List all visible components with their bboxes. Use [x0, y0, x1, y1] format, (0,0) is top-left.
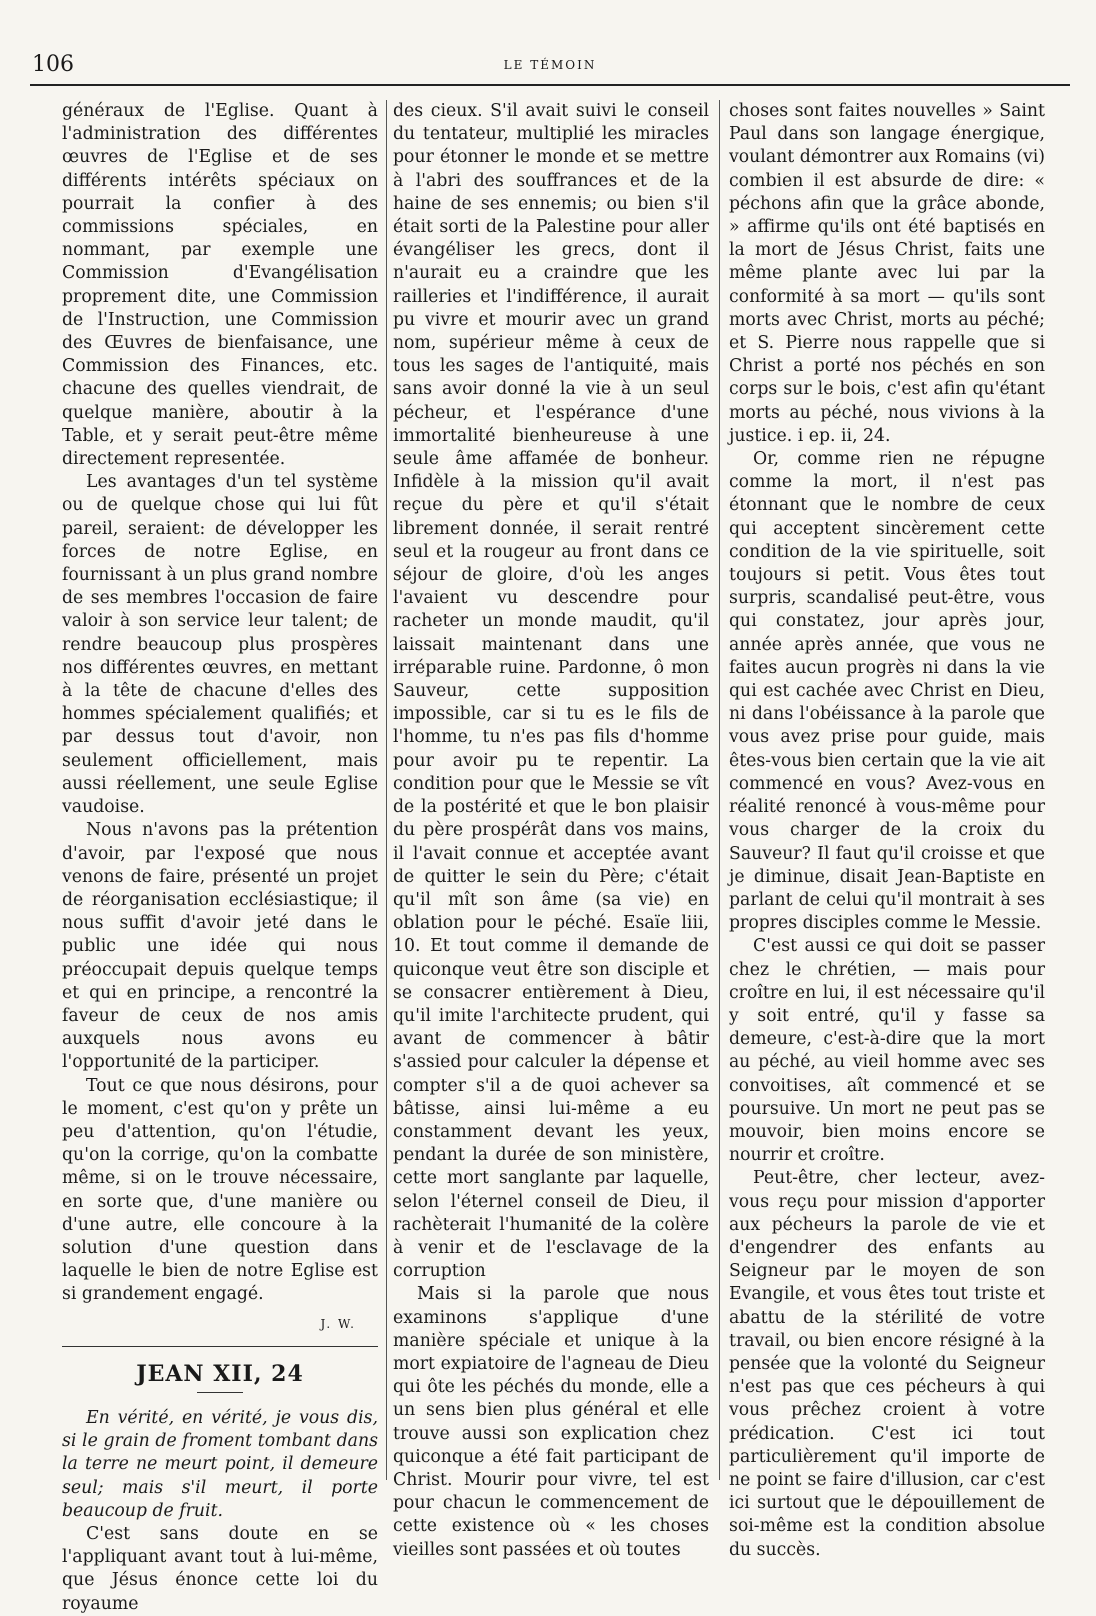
paragraph: choses sont faites nouvelles » Saint Paul dans son langage énergique, voulant démontrer aux Romains (vi) combien il est absurde de dire: « péchons afin que la grâce abonde, » affirme qu'ils ont été baptisés en la mort de Jésus Christ, faits une même plante avec lui par la conformité à sa mort — qu'ils sont morts avec Christ, morts au péché; et S. Pierre nous rappelle que si Christ a porté nos péchés en son corps sur le bois, c'est afin qu'étant morts au péché, nous vivions à la justice. i ep. ii, 24. — [729, 101, 1045, 446]
paragraph: généraux de l'Eglise. Quant à l'administration des différentes œuvres de l'Eglise et de ses différents intérêts spéciaux on pourrait la confier à des commissions spéciales, en nommant, par exemple une Commission d'Evangélisation proprement dite, une Commission de l'Instruction, une Commission des Œuvres de bienfaisance, une Commission des Finances, etc. chacune des quelles viendrait, de quelque manière, aboutir à la Table, et y serait peut-être même directement representée. — [62, 101, 378, 470]
paragraph: Tout ce que nous désirons, pour le moment, c'est qu'on y prête un peu d'attention, qu'on l'étudie, qu'on la corrige, qu'on la combatte même, si on le trouve nécessaire, en sorte que, d'une manière ou d'une autre, elle concoure à la solution d'une question dans laquelle le bien de notre Eglise est si grandement engagé. — [62, 1075, 378, 1305]
paragraph: Peut-être, cher lecteur, avez-vous reçu pour mission d'apporter aux pécheurs la parole de vie et d'engendrer des enfants au Seigneur par le moyen de son Evangile, et vous êtes tout triste et abattu de la stérilité de votre travail, ou bien encore résigné à la pensée que la volonté du Seigneur n'est pas que ces pécheurs à qui vous prêchez croient à votre prédication. C'est ici tout particulièrement qu'il importe de ne point se faire d'illusion, car c'est ici surtout que le dépouillement de soi-même est la condition absolue du succès. — [729, 1168, 1045, 1560]
column-divider-right — [719, 100, 720, 1480]
paragraph: C'est aussi ce qui doit se passer chez le chrétien, — mais pour croître en lui, il est nécessaire qu'il y soit entré, qu'il y fasse sa demeure, c'est-à-dire que la mort au péché, au vieil homme avec ses convoitises, aît commencé et se poursuive. Un mort ne peut pas se mouvoir, bien moins encore se nourrir et croître. — [729, 936, 1045, 1166]
paragraph: Or, comme rien ne répugne comme la mort, il n'est pas étonnant que le nombre de ceux qui acceptent sincèrement cette condition de la vie spirituelle, soit toujours si petit. Vous êtes tout surpris, scandalisé peut-être, vous qui constatez, jour après jour, année après année, que vous ne faites aucun progrès ni dans la vie qui est cachée avec Christ en Dieu, ni dans l'obéissance à la parole que vous avez prise pour guide, mais êtes-vous bien certain que la vie ait commencé en vous? Avez-vous en réalité renoncé à vous-même pour vous charger de la croix du Sauveur? Il faut qu'il croisse et que je diminue, disait Jean-Baptiste en parlant de celui qu'il montrait à ses propres disciples comme le Messie. — [729, 449, 1045, 934]
paragraph: des cieux. S'il avait suivi le conseil du tentateur, multiplié les miracles pour étonner le monde et se mettre à l'abri des souffrances et de la haine de ses ennemis; ou bien s'il était sorti de la Palestine pour aller évangéliser les grecs, dont il n'aurait eu a craindre que les railleries et l'indifférence, il aurait pu vivre et mourir avec un grand nom, supérieur même à ceux de tous les sages de l'antiquité, mais sans avoir donné la vie à un seul pécheur, et l'espérance d'une immortalité bienheureuse à une seule âme affamée de bonheur. Infidèle à la mission qu'il avait reçue du père et qu'il s'était librement donnée, il serait rentré seul et la rougeur au front dans ce séjour de gloire, d'où les anges l'avaient vu descendre pour racheter un monde maudit, qu'il laissait maintenant dans une irréparable ruine. Pardonne, ô mon Sauveur, cette supposition impossible, car si tu es le fils de l'homme, tu n'es pas fils d'homme pour avoir pu te repentir. La condition pour que le Messie se vît de la postérité et que le bon plaisir du père prospérât dans vos mains, il l'avait connue et acceptée avant de quitter le sein du Père; c'était qu'il mît son âme (sa vie) en oblation pour le péché. Esaïe liii, 10. Et tout comme il demande de quiconque veut être son disciple et se consacrer entièrement à Dieu, qu'il imite l'architecte prudent, qui avant de commencer à bâtir s'assied pour calculer la dépense et compter s'il a de quoi achever sa bâtisse, ainsi lui-même a eu constamment devant les yeux, pendant la durée de son ministère, cette mort sanglante par laquelle, selon l'éternel conseil de Dieu, il rachèterait l'humanité de la colère à venir et de l'esclavage de la corruption — [393, 101, 709, 1282]
column-1 — [62, 100, 378, 1614]
column-2 — [393, 100, 709, 1560]
author-signature: J. W. — [320, 1316, 356, 1331]
article-title: JEAN XII, 24 — [136, 1360, 304, 1387]
paragraph: C'est sans doute en se l'appliquant avant tout à lui-même, que Jésus énonce cette loi du royaume — [62, 1523, 378, 1614]
paragraph: Les avantages d'un tel système ou de quelque chose qui lui fût pareil, seraient: de développer les forces de notre Eglise, en fournissant à un plus grand nombre de ses membres l'occasion de faire valoir à son service leur talent; de rendre beaucoup plus prospères nos différentes œuvres, en mettant à la tête de chacune d'elles des hommes spécialement qualifiés; et par dessus tout d'avoir, non seulement officiellement, mais aussi réellement, une seule Eglise vaudoise. — [62, 472, 378, 818]
section-divider — [62, 1346, 378, 1347]
title-rule — [197, 1392, 243, 1393]
paragraph: Mais si la parole que nous examinons s'applique d'une manière spéciale et unique à la mort expiatoire de l'agneau de Dieu qui ôte les péchés du monde, elle a un sens bien plus général et elle trouve aussi son explication chez quiconque a été fait participant de Christ. Mourir pour vivre, tel est pour chacun le commencement de cette existence où « les choses vieilles sont passées et où toutes — [393, 1284, 709, 1560]
paragraph: Nous n'avons pas la prétention d'avoir, par l'exposé que nous venons de faire, présenté un projet de réorganisation ecclésiastique; il nous suffit d'avoir jeté dans le public une idée qui nous préoccupait depuis quelque temps et qui en principe, a rencontré la faveur de ceux de nos amis auxquels nous avons eu l'opportunité de la participer. — [62, 820, 378, 1073]
page-number: 106 — [32, 52, 74, 77]
epigraph: En vérité, en vérité, je vous dis, si le grain de froment tombant dans la terre ne meurt point, il demeure seul; mais s'il meurt, il porte beaucoup de fruit. — [62, 1407, 378, 1521]
column-divider-left — [386, 100, 387, 1480]
page-header — [30, 48, 1070, 86]
running-title: LE TÉMOIN — [503, 58, 597, 72]
column-3 — [729, 100, 1045, 1560]
